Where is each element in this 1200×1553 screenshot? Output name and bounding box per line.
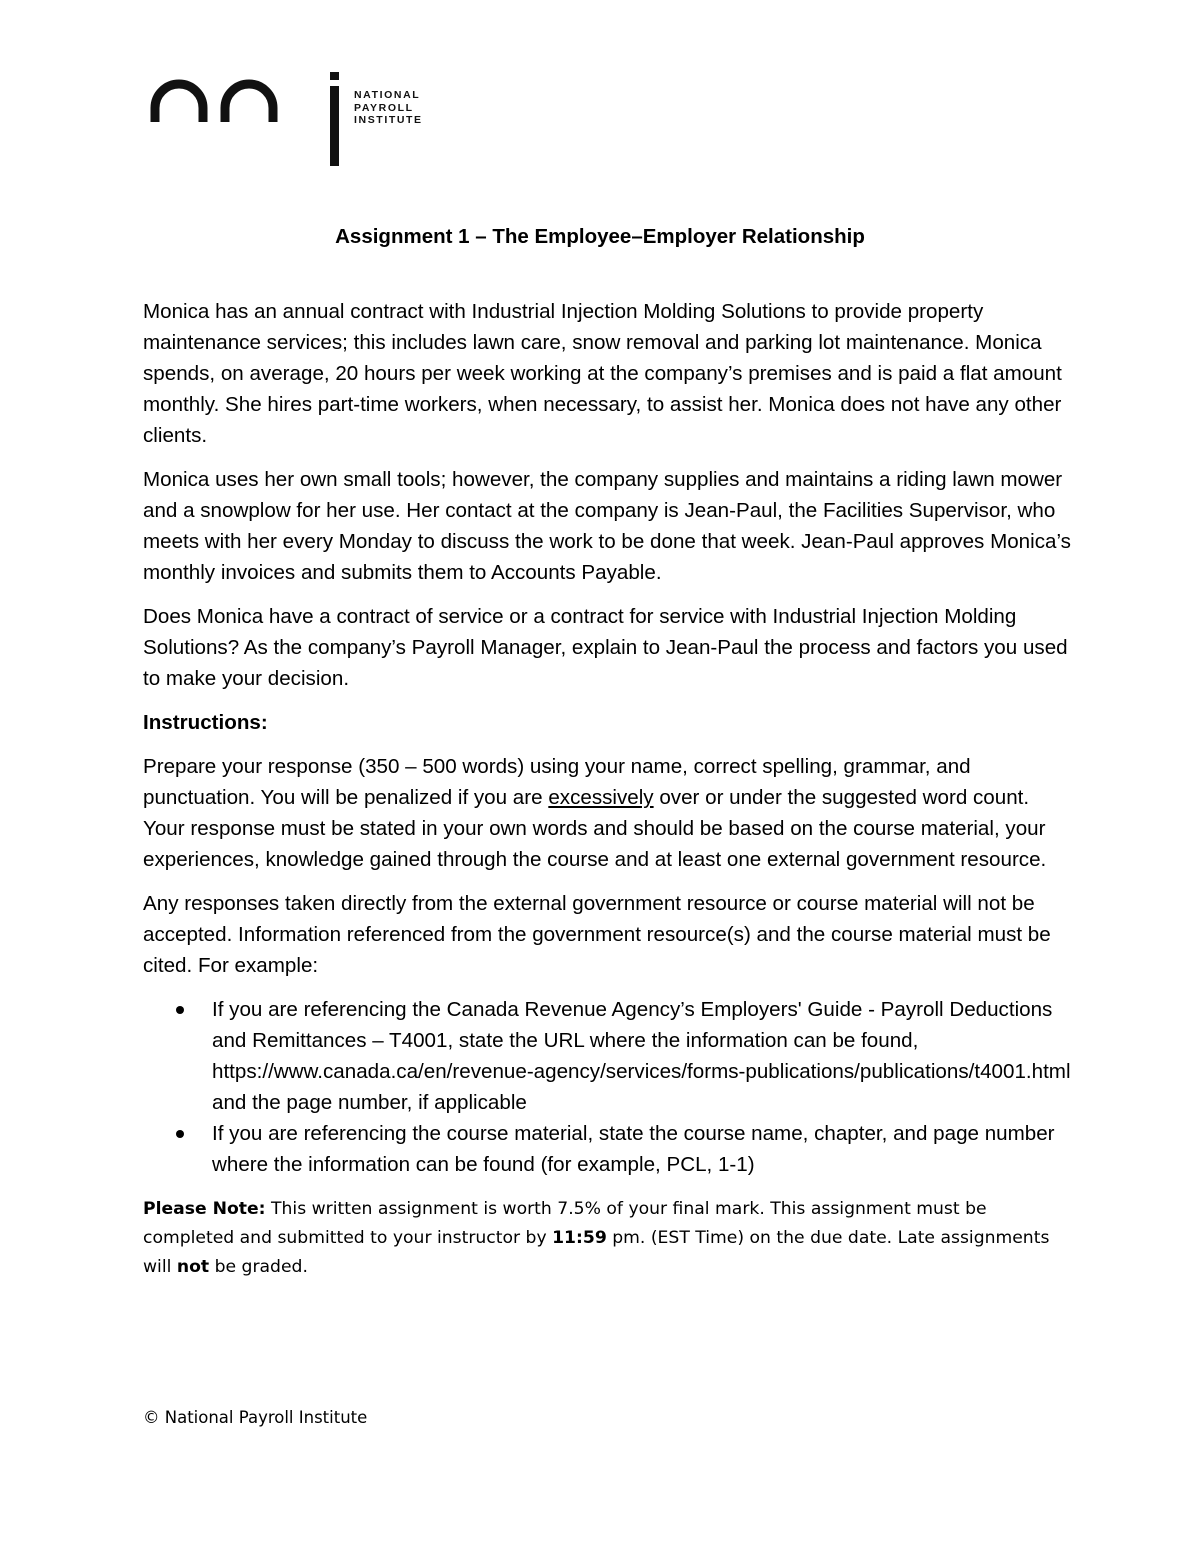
instructions-text-start: Prepare your response (350 – 500 words) using your name, correct spelling, grammar, and punctuation. You will be penalized if you are <box>143 755 971 809</box>
list-item-text: If you are referencing the course material, state the course name, chapter, and page number where the information can be found (for example, PCL, 1-1) <box>212 1122 1055 1176</box>
paragraph-question: Does Monica have a contract of service or a contract for service with Industrial Injection Molding Solutions? As the company’s Payroll Manager, explain to Jean-Paul the process and factors you used to make your decision. <box>143 605 1068 690</box>
paragraph-citation: Any responses taken directly from the external government resource or course material will not be accepted. Information referenced from the government resource(s) and the course material must be cited. For example: <box>143 892 1051 977</box>
instructions-heading: Instructions: <box>143 711 268 734</box>
instructions-emphasis: excessively <box>548 786 654 809</box>
instructions-text-end: over or under the suggested word count. Your response must be stated in your own words and should be based on the course material, your experiences, knowledge gained through the course and at least one external government resource. <box>143 786 1047 871</box>
logo-wordmark <box>354 89 423 127</box>
bullet-icon <box>176 1130 184 1138</box>
logo-line-institute: INSTITUTE <box>354 114 423 126</box>
bullet-icon <box>176 1006 184 1014</box>
document-body <box>143 296 1073 1282</box>
logo-line-payroll: PAYROLL <box>354 101 414 114</box>
page-title: Assignment 1 – The Employee–Employer Relationship <box>335 225 865 248</box>
npi-logo-icon <box>150 72 350 166</box>
paragraph-instructions <box>143 751 1073 875</box>
list-item <box>212 1118 1073 1180</box>
paragraph-scenario: Monica has an annual contract with Industrial Injection Molding Solutions to provide property maintenance services; this includes lawn care, snow removal and parking lot maintenance. Monica spends, on average, 20 hours per week working at the company’s premises and is paid a flat amount monthly. She hires part-time workers, when necessary, to assist her. Monica does not have any other clients. <box>143 300 1062 447</box>
note-not: not <box>176 1257 210 1277</box>
logo-line-national: NATIONAL <box>354 89 421 101</box>
footer-copyright: © National Payroll Institute <box>143 1408 368 1427</box>
note-text-2: pm. (EST Time) on the due date. Late assignments will <box>143 1228 1050 1277</box>
npi-logo <box>150 72 440 166</box>
list-item <box>212 994 1073 1118</box>
citation-examples-list <box>143 994 1073 1180</box>
paragraph-tools: Monica uses her own small tools; however, the company supplies and maintains a riding lawn mower and a snowplow for her use. Her contact at the company is Jean-Paul, the Facilities Supervisor, who meets with her every Monday to discuss the work to be done that week. Jean-Paul approves Monica’s monthly invoices and submits them to Accounts Payable. <box>143 468 1071 584</box>
note-text-3: be graded. <box>209 1257 308 1277</box>
note-time: 11:59 <box>552 1228 607 1248</box>
please-note <box>143 1195 1063 1282</box>
note-text-1: This written assignment is worth 7.5% of your final mark. This assignment must be completed and submitted to your instructor by <box>143 1199 987 1248</box>
list-item-text: If you are referencing the Canada Revenue Agency’s Employers' Guide - Payroll Deductions and Remittances – T4001, state the URL where the information can be found, https://www.canada.ca/en/revenue-agency/services/forms-publications/publications/t4001.html and the page number, if applicable <box>212 998 1071 1114</box>
note-label: Please Note: <box>143 1199 266 1219</box>
